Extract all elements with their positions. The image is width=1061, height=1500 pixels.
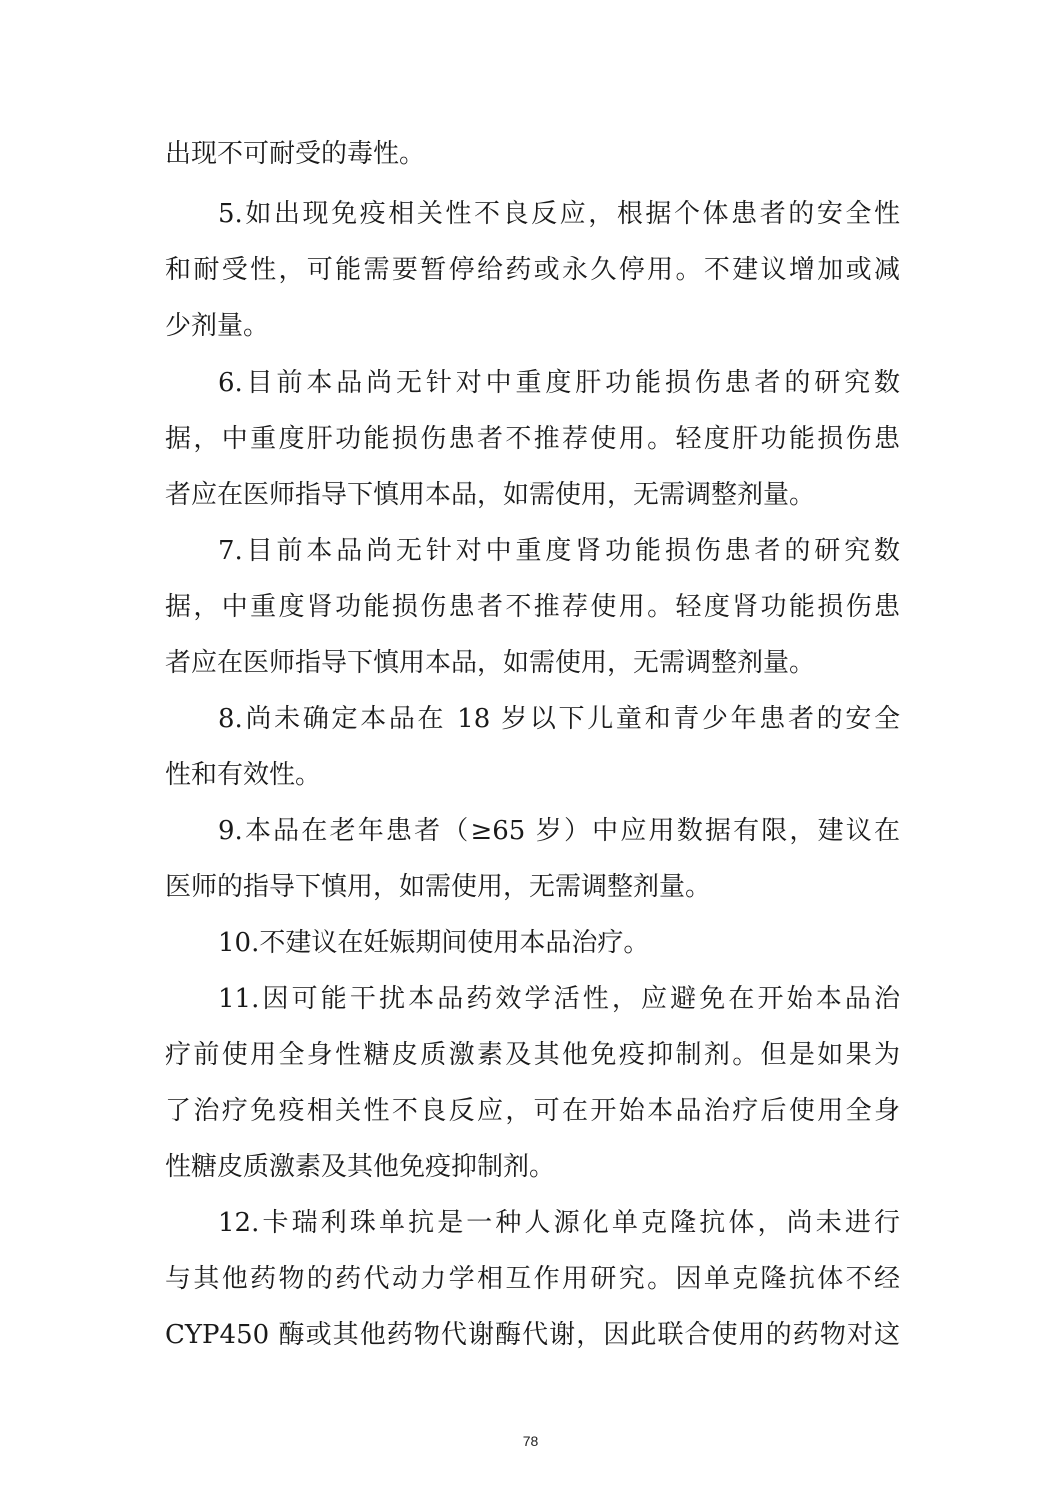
text-line: CYP450 酶或其他药物代谢酶代谢，因此联合使用的药物对这 <box>165 1320 900 1350</box>
text-line: 了治疗免疫相关性不良反应，可在开始本品治疗后使用全身 <box>165 1096 900 1126</box>
text-line: 6.目前本品尚无针对中重度肝功能损伤患者的研究数 <box>218 368 900 398</box>
text-line: 疗前使用全身性糖皮质激素及其他免疫抑制剂。但是如果为 <box>165 1040 900 1070</box>
text-line: 性糖皮质激素及其他免疫抑制剂。 <box>165 1152 556 1182</box>
text-line: 8.尚未确定本品在 18 岁以下儿童和青少年患者的安全 <box>218 704 900 734</box>
text-line: 据，中重度肾功能损伤患者不推荐使用。轻度肾功能损伤患 <box>165 592 900 622</box>
text-line: 医师的指导下慎用，如需使用，无需调整剂量。 <box>165 872 712 902</box>
text-line: 据，中重度肝功能损伤患者不推荐使用。轻度肝功能损伤患 <box>165 424 900 454</box>
text-line: 12.卡瑞利珠单抗是一种人源化单克隆抗体，尚未进行 <box>218 1208 900 1238</box>
text-line: 少剂量。 <box>165 311 270 341</box>
text-line: 9.本品在老年患者（≥65 岁）中应用数据有限，建议在 <box>218 816 900 846</box>
text-line: 出现不可耐受的毒性。 <box>165 139 426 169</box>
text-line: 者应在医师指导下慎用本品，如需使用，无需调整剂量。 <box>165 480 816 510</box>
page-number: 78 <box>522 1433 539 1449</box>
text-line: 11.因可能干扰本品药效学活性，应避免在开始本品治 <box>218 984 900 1014</box>
text-line: 10.不建议在妊娠期间使用本品治疗。 <box>218 928 650 958</box>
text-line: 与其他药物的药代动力学相互作用研究。因单克隆抗体不经 <box>165 1264 900 1294</box>
text-line: 者应在医师指导下慎用本品，如需使用，无需调整剂量。 <box>165 648 816 678</box>
text-line: 7.目前本品尚无针对中重度肾功能损伤患者的研究数 <box>218 536 900 566</box>
text-line: 和耐受性，可能需要暂停给药或永久停用。不建议增加或减 <box>165 255 900 285</box>
text-line: 5.如出现免疫相关性不良反应，根据个体患者的安全性 <box>218 199 900 229</box>
text-line: 性和有效性。 <box>165 760 322 790</box>
